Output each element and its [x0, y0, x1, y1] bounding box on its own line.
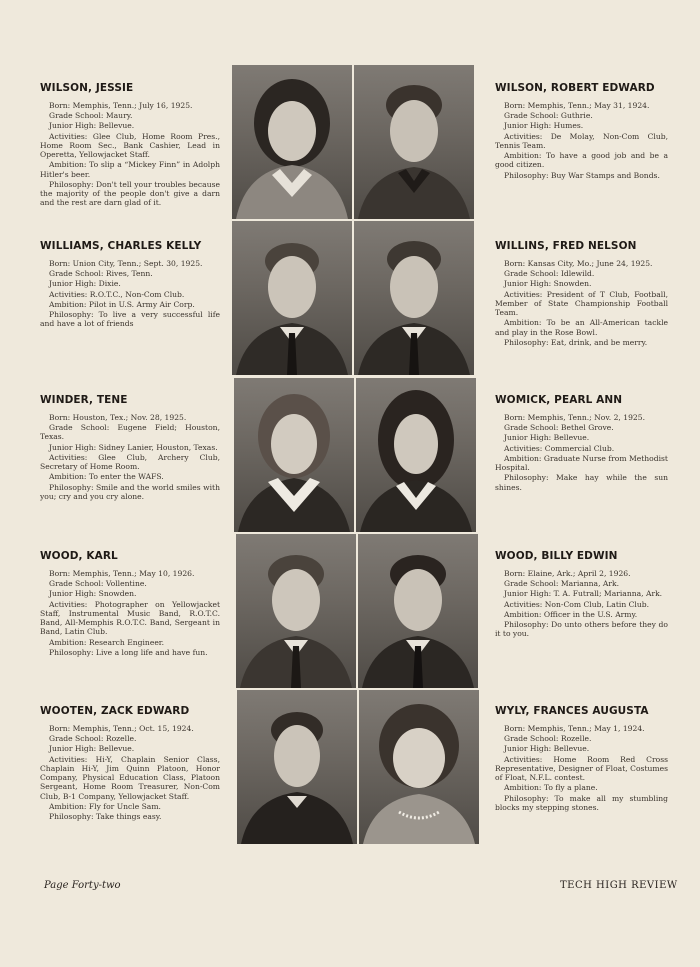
bio-grade-school: Grade School: Marianna, Ark.	[504, 579, 620, 589]
bio-activities: Activities: Home Room Red Cross Representative, Designer of Float, Costumes of Float, N.F.L. contest.	[495, 754, 668, 783]
portrait-photo	[354, 65, 474, 219]
bio-born: Born: Memphis, Tenn.; May 31, 1924.	[504, 100, 650, 110]
portrait-photo	[359, 690, 479, 844]
bio-ambition: Ambition: To have a good job and be a good citizen.	[495, 151, 668, 170]
bio-ambition: Ambition: Research Engineer.	[49, 637, 165, 647]
bio-junior-high: Junior High: Bellevue.	[49, 744, 135, 754]
bio-born: Born: Memphis, Tenn.; May 10, 1926.	[49, 568, 195, 578]
bio-grade-school: Grade School: Idlewild.	[504, 269, 595, 279]
bio-ambition: Ambition: Officer in the U.S. Army.	[504, 609, 638, 619]
bio-grade-school: Grade School: Maury.	[49, 111, 133, 121]
bio-born: Born: Memphis, Tenn.; May 1, 1924.	[504, 723, 645, 733]
page-number: Page Forty-two	[44, 880, 121, 891]
bio-junior-high: Junior High: Snowden.	[49, 589, 137, 599]
bio-ambition: Ambition: Graduate Nurse from Methodist Hospital.	[495, 453, 668, 473]
bio-wilson-robert-edward	[495, 82, 668, 181]
bio-philosophy: Philosophy: Don't tell your troubles because the majority of the people don't give a darn and the rest are darn glad of it.	[40, 179, 220, 208]
bio-wyly-frances-augusta	[495, 705, 668, 813]
bio-born: Born: Memphis, Tenn.; Oct. 15, 1924.	[49, 723, 194, 733]
bio-junior-high: Junior High: T. A. Futrall; Marianna, Ark.	[504, 589, 663, 599]
bio-philosophy: Philosophy: Buy War Stamps and Bonds.	[504, 170, 660, 180]
portrait-photo	[354, 221, 474, 375]
bio-activities: Activities: Commercial Club.	[504, 443, 615, 453]
bio-born: Born: Memphis, Tenn.; July 16, 1925.	[49, 100, 193, 110]
bio-activities: Activities: Non-Com Club, Latin Club.	[504, 599, 650, 609]
bio-born: Born: Houston, Tex.; Nov. 28, 1925.	[49, 412, 187, 422]
bio-wooten-zack-edward	[40, 705, 220, 822]
bio-wilson-jessie	[40, 82, 220, 209]
bio-wood-karl	[40, 550, 220, 658]
bio-philosophy: Philosophy: Live a long life and have fun.	[49, 647, 208, 657]
student-name: WOOD, KARL	[40, 550, 118, 562]
bio-activities: Activities: Photographer on Yellowjacket Staff, Instrumental Music Band, R.O.T.C. Band, All-Memphis R.O.T.C. Band, Sergeant in Band, Latin Club.	[40, 599, 220, 637]
student-name: WOMICK, PEARL ANN	[495, 394, 623, 406]
bio-willins-fred-nelson	[495, 240, 668, 348]
bio-activities: Activities: Hi-Y, Chaplain Senior Class, Chaplain Hi-Y, Jim Quinn Platoon, Honor Company, Physical Education Class, Platoon Sergeant, Home Room Treasurer, Non-Com Club, B-1 Company, Yellowjacket Staff.	[40, 754, 220, 801]
student-name: WILSON, ROBERT EDWARD	[495, 82, 655, 94]
bio-born: Born: Memphis, Tenn.; Nov. 2, 1925.	[504, 412, 645, 422]
bio-born: Born: Union City, Tenn.; Sept. 30, 1925.	[49, 258, 203, 268]
bio-junior-high: Junior High: Humes.	[504, 121, 584, 131]
bio-born: Born: Kansas City, Mo.; June 24, 1925.	[504, 258, 653, 268]
bio-grade-school: Grade School: Rozelle.	[504, 734, 592, 744]
portrait-photo	[234, 378, 354, 532]
student-name: WOOD, BILLY EDWIN	[495, 550, 618, 562]
bio-williams-charles-kelly	[40, 240, 220, 330]
bio-philosophy: Philosophy: To make all my stumbling blocks my stepping stones.	[495, 793, 668, 812]
student-name: WOOTEN, ZACK EDWARD	[40, 705, 190, 717]
bio-ambition: Ambition: To enter the WAFS.	[49, 472, 164, 482]
bio-junior-high: Junior High: Bellevue.	[49, 121, 135, 131]
portrait-photo	[237, 690, 357, 844]
portrait-photo	[358, 534, 478, 688]
bio-wood-billy-edwin	[495, 550, 668, 640]
bio-junior-high: Junior High: Sidney Lanier, Houston, Texas.	[49, 442, 218, 452]
bio-ambition: Ambition: Fly for Uncle Sam.	[49, 801, 161, 811]
bio-activities: Activities: R.O.T.C., Non-Com Club.	[49, 289, 185, 299]
bio-ambition: Ambition: To fly a plane.	[504, 783, 598, 793]
bio-winder-tene	[40, 394, 220, 502]
publication-title: TECH HIGH REVIEW	[560, 880, 678, 891]
bio-activities: Activities: Glee Club, Archery Club, Secretary of Home Room.	[40, 452, 220, 472]
bio-ambition: Ambition: To slip a “Mickey Finn” in Adolph Hitler's beer.	[40, 160, 220, 179]
bio-grade-school: Grade School: Rozelle.	[49, 734, 137, 744]
bio-grade-school: Grade School: Guthrie.	[504, 111, 593, 121]
bio-grade-school: Grade School: Eugene Field; Houston, Texas.	[40, 423, 220, 442]
student-name: WILLIAMS, CHARLES KELLY	[40, 240, 202, 252]
bio-ambition: Ambition: To be an All-American tackle and play in the Rose Bowl.	[495, 318, 668, 337]
bio-philosophy: Philosophy: Make hay while the sun shines.	[495, 473, 668, 492]
bio-ambition: Ambition: Pilot in U.S. Army Air Corp.	[49, 299, 195, 309]
bio-activities: Activities: President of T Club, Football, Member of State Championship Football Team.	[495, 289, 668, 318]
student-name: WYLY, FRANCES AUGUSTA	[495, 705, 649, 717]
bio-born: Born: Elaine, Ark.; April 2, 1926.	[504, 568, 631, 578]
portrait-photo	[232, 221, 352, 375]
bio-junior-high: Junior High: Snowden.	[504, 279, 592, 289]
bio-grade-school: Grade School: Bethel Grove.	[504, 423, 614, 433]
student-name: WILSON, JESSIE	[40, 82, 134, 94]
bio-activities: Activities: De Molay, Non-Com Club, Tennis Team.	[495, 131, 668, 150]
bio-philosophy: Philosophy: Eat, drink, and be merry.	[504, 337, 648, 347]
bio-junior-high: Junior High: Bellevue.	[504, 433, 590, 443]
bio-junior-high: Junior High: Dixie.	[49, 279, 121, 289]
student-name: WINDER, TENE	[40, 394, 128, 406]
bio-grade-school: Grade School: Rives, Tenn.	[49, 269, 153, 279]
bio-womick-pearl-ann	[495, 394, 668, 493]
portrait-photo	[356, 378, 476, 532]
bio-activities: Activities: Glee Club, Home Room Pres., Home Room Sec., Bank Cashier, Lead in Operetta, Yellowjacket Staff.	[40, 131, 220, 160]
bio-philosophy: Philosophy: Smile and the world smiles with you; cry and you cry alone.	[40, 482, 220, 501]
bio-grade-school: Grade School: Vollentine.	[49, 579, 147, 589]
bio-philosophy: Philosophy: Take things easy.	[49, 812, 162, 822]
portrait-photo	[236, 534, 356, 688]
student-name: WILLINS, FRED NELSON	[495, 240, 637, 252]
bio-junior-high: Junior High: Bellevue.	[504, 744, 590, 754]
portrait-photo	[232, 65, 352, 219]
bio-philosophy: Philosophy: Do unto others before they do it to you.	[495, 620, 668, 639]
bio-philosophy: Philosophy: To live a very successful life and have a lot of friends	[40, 310, 220, 329]
